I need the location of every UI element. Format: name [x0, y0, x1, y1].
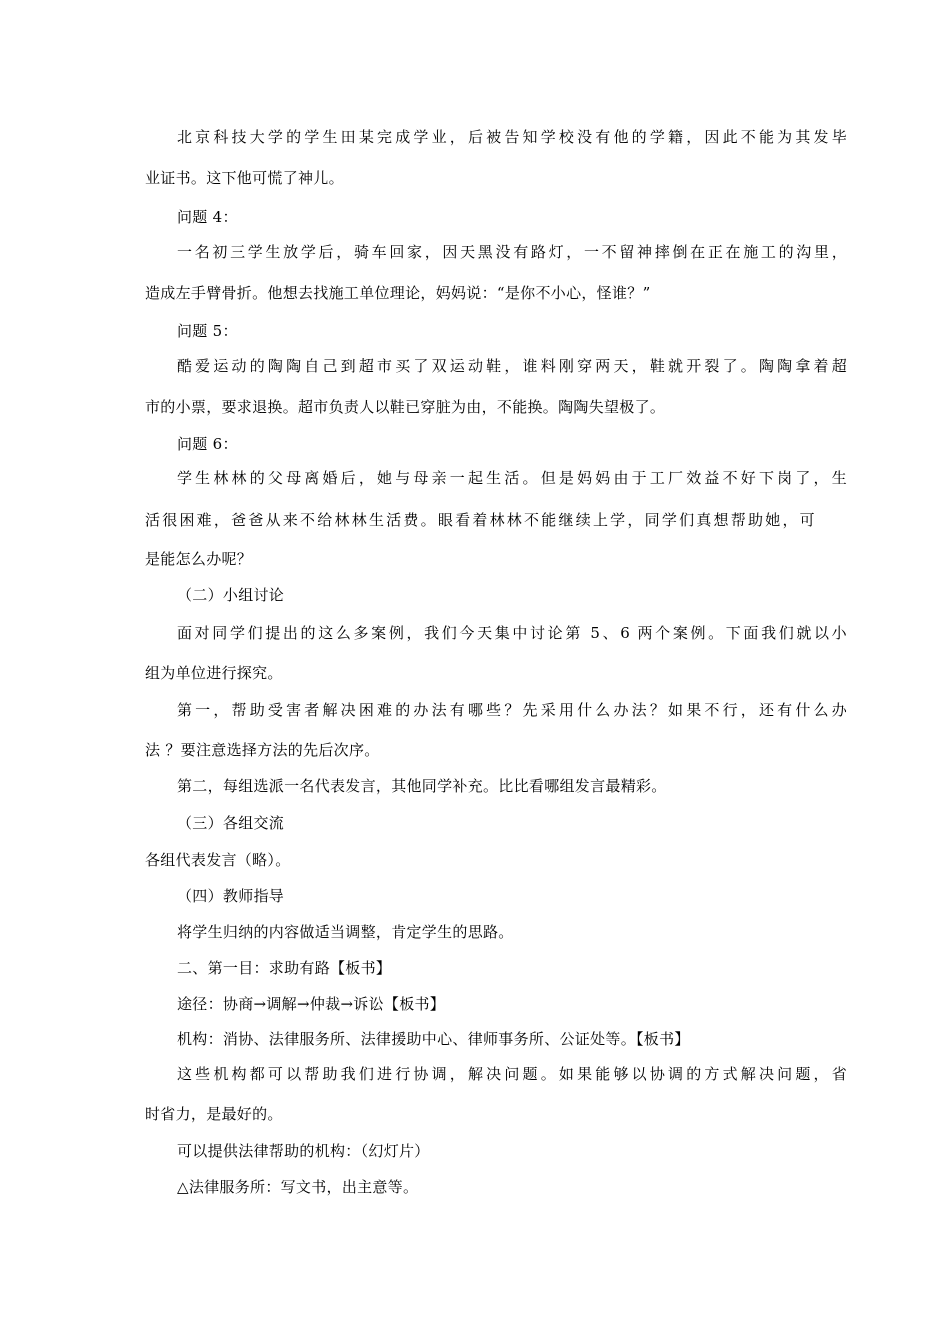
paragraph-case-6-line-2: 活很困难，爸爸从来不给林林生活费。眼看着林林不能继续上学，同学们真想帮助她，可 — [145, 511, 815, 529]
section-teacher-guidance-heading: （四）教师指导 — [177, 887, 285, 905]
paragraph-teacher-guidance: 将学生归纳的内容做适当调整，肯定学生的思路。 — [177, 923, 514, 941]
section-group-exchange-heading: （三）各组交流 — [177, 814, 285, 832]
section-help-path-heading: 二、第一目：求助有路【板书】 — [177, 959, 392, 977]
question-5-heading: 问题 5： — [177, 322, 238, 340]
paragraph-case-6-line-1: 学生林林的父母离婚后，她与母亲一起生活。但是妈妈由于工厂效益不好下岗了，生 — [177, 469, 847, 487]
paragraph-case-3-line-2: 业证书。这下他可慌了神儿。 — [145, 169, 344, 187]
paragraph-institutions: 机构：消协、法律服务所、法律援助中心、律师事务所、公证处等。【板书】 — [177, 1030, 690, 1048]
paragraph-case-6-line-3: 是能怎么办呢？ — [145, 550, 253, 568]
question-6-heading: 问题 6： — [177, 435, 238, 453]
paragraph-legal-help-institutions: 可以提供法律帮助的机构：（幻灯片） — [177, 1142, 430, 1160]
paragraph-discussion-line-2: 组为单位进行探究。 — [145, 664, 283, 682]
paragraph-case-4-line-1: 一名初三学生放学后，骑车回家，因天黑没有路灯，一不留神摔倒在正在施工的沟里， — [177, 243, 847, 261]
question-4-heading: 问题 4： — [177, 208, 238, 226]
paragraph-legal-service-office: △法律服务所：写文书，出主意等。 — [177, 1178, 419, 1196]
paragraph-coordination-line-1: 这些机构都可以帮助我们进行协调，解决问题。如果能够以协调的方式解决问题，省 — [177, 1065, 847, 1083]
paragraph-coordination-line-2: 时省力，是最好的。 — [145, 1105, 283, 1123]
paragraph-case-4-line-2: 造成左手臂骨折。他想去找施工单位理论，妈妈说：“是你不小心，怪谁？” — [145, 284, 651, 302]
paragraph-first-point-line-2: 法 ？要注意选择方法的先后次序。 — [145, 741, 380, 759]
section-group-discussion-heading: （二）小组讨论 — [177, 586, 285, 604]
paragraph-ways: 途径：协商→调解→仲裁→诉讼【板书】 — [177, 995, 446, 1013]
paragraph-discussion-line-1: 面对同学们提出的这么多案例，我们今天集中讨论第 5、6 两个案例。下面我们就以小 — [177, 624, 847, 642]
paragraph-case-5-line-1: 酷爱运动的陶陶自己到超市买了双运动鞋，谁料刚穿两天，鞋就开裂了。陶陶拿着超 — [177, 357, 847, 375]
paragraph-group-speeches: 各组代表发言（略）。 — [145, 851, 291, 869]
paragraph-first-point-line-1: 第一，帮助受害者解决困难的办法有哪些？先采用什么办法？如果不行，还有什么办 — [177, 701, 847, 719]
paragraph-case-5-line-2: 市的小票，要求退换。超市负责人以鞋已穿脏为由，不能换。陶陶失望极了。 — [145, 398, 666, 416]
paragraph-case-3-line-1: 北京科技大学的学生田某完成学业，后被告知学校没有他的学籍，因此不能为其发毕 — [177, 128, 847, 146]
paragraph-second-point: 第二，每组选派一名代表发言，其他同学补充。比比看哪组发言最精彩。 — [177, 777, 667, 795]
